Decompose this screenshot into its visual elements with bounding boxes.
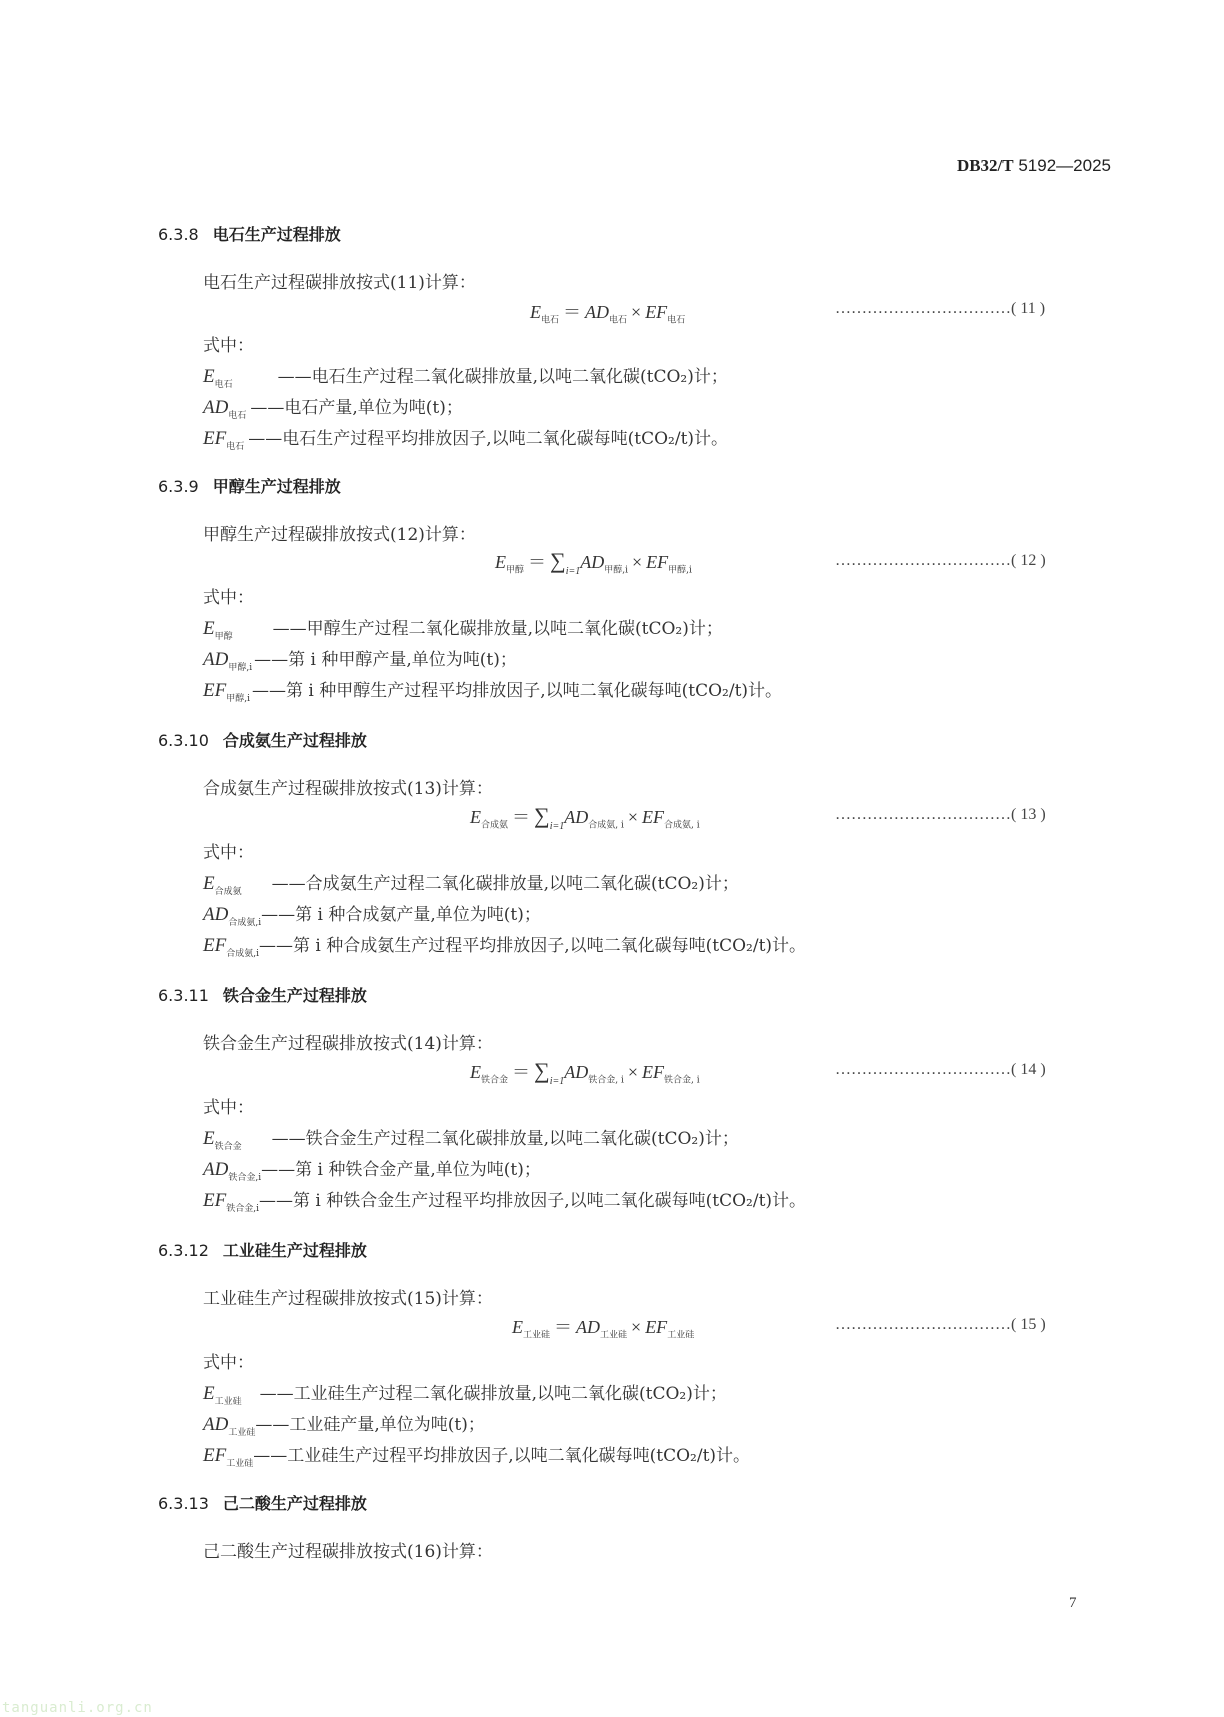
equation-number: ……………………………( 14 ) (835, 1061, 1046, 1078)
formula: $E_{甲醇} = \sum i=1AD_{甲醇,i} \times EF_{甲醇,i}$ (495, 548, 692, 577)
watermark: tanguanli.org.cn (2, 1700, 153, 1716)
formula: $E_{铁合金} = \sum i=1AD_{铁合金, i} \times EF_{铁合金, i}$ (470, 1058, 700, 1087)
section-heading (158, 474, 341, 497)
formula: $E_{合成氨} = \sum i=1AD_{合成氨, i} \times EF_{合成氨, i}$ (470, 803, 700, 832)
section-intro: 铁合金生产过程碳排放按式(14)计算： (203, 1034, 493, 1054)
section-number: 6.3.12 (158, 1241, 209, 1260)
equation-number: ……………………………( 15 ) (835, 1316, 1046, 1333)
section-number: 6.3.13 (158, 1494, 209, 1513)
section-title: 电石生产过程排放 (212, 225, 341, 244)
section-title: 己二酸生产过程排放 (222, 1494, 367, 1513)
where-label: 式中： (203, 843, 254, 863)
standard-code-number: 5192—2025 (1013, 156, 1111, 175)
equation-number: ……………………………( 12 ) (835, 552, 1046, 569)
section-title: 甲醇生产过程排放 (212, 477, 341, 496)
definition-row: $E_{合成氨}$ ——合成氨生产过程二氧化碳排放量,以吨二氧化碳(tCO₂)计； (203, 873, 739, 897)
where-label: 式中： (203, 336, 254, 356)
page-number: 7 (1069, 1595, 1077, 1611)
definition-row: $AD_{甲醇,i}$ ——第 i 种甲醇产量,单位为吨(t)； (203, 649, 517, 673)
section-number: 6.3.11 (158, 986, 209, 1005)
section-intro: 己二酸生产过程碳排放按式(16)计算： (203, 1542, 493, 1562)
standard-code (957, 156, 1111, 176)
definition-row: $E_{工业硅}$ ——工业硅生产过程二氧化碳排放量,以吨二氧化碳(tCO₂)计； (203, 1383, 727, 1407)
section-intro: 电石生产过程碳排放按式(11)计算： (203, 273, 476, 293)
section-number: 6.3.9 (158, 477, 199, 496)
definition-row: $EF_{合成氨,i}——$第 i 种合成氨生产过程平均排放因子,以吨二氧化碳每吨(tCO₂/t)计。 (203, 935, 807, 959)
equation-number: ……………………………( 11 ) (835, 300, 1046, 317)
definition-row: $AD_{工业硅}——$工业硅产量,单位为吨(t)； (203, 1414, 485, 1438)
definition-row: $E_{铁合金}$ ——铁合金生产过程二氧化碳排放量,以吨二氧化碳(tCO₂)计； (203, 1128, 739, 1152)
formula: $E_{工业硅} = AD_{工业硅} \times EF_{工业硅}$ (512, 1317, 695, 1341)
where-label: 式中： (203, 1098, 254, 1118)
section-heading (158, 222, 341, 245)
where-label: 式中： (203, 1353, 254, 1373)
section-heading (158, 728, 367, 751)
definition-row: $EF_{电石}$ ——电石生产过程平均排放因子,以吨二氧化碳每吨(tCO₂/t)计。 (203, 428, 729, 452)
section-title: 合成氨生产过程排放 (222, 731, 367, 750)
definition-row: $AD_{铁合金,i}——$第 i 种铁合金产量,单位为吨(t)； (203, 1159, 541, 1183)
formula: $E_{电石} = AD_{电石} \times EF_{电石}$ (530, 302, 686, 326)
section-heading (158, 1238, 367, 1261)
section-heading (158, 983, 367, 1006)
section-intro: 甲醇生产过程碳排放按式(12)计算： (203, 525, 476, 545)
section-intro: 工业硅生产过程碳排放按式(15)计算： (203, 1289, 493, 1309)
section-number: 6.3.10 (158, 731, 209, 750)
definition-row: $EF_{甲醇,i}$ ——第 i 种甲醇生产过程平均排放因子,以吨二氧化碳每吨(tCO₂/t)计。 (203, 680, 783, 704)
definition-row: $EF_{工业硅}——$工业硅生产过程平均排放因子,以吨二氧化碳每吨(tCO₂/t)计。 (203, 1445, 751, 1469)
definition-row: $EF_{铁合金,i}——$第 i 种铁合金生产过程平均排放因子,以吨二氧化碳每吨(tCO₂/t)计。 (203, 1190, 807, 1214)
equation-number: ……………………………( 13 ) (835, 806, 1046, 823)
section-title: 工业硅生产过程排放 (222, 1241, 367, 1260)
definition-row: $E_{电石}$ ——电石生产过程二氧化碳排放量,以吨二氧化碳(tCO₂)计； (203, 366, 728, 390)
section-title: 铁合金生产过程排放 (222, 986, 367, 1005)
section-intro: 合成氨生产过程碳排放按式(13)计算： (203, 779, 493, 799)
definition-row: $AD_{合成氨,i}——$第 i 种合成氨产量,单位为吨(t)； (203, 904, 541, 928)
standard-code-prefix: DB32/T (956, 156, 1014, 175)
section-heading (158, 1491, 367, 1514)
definition-row: $E_{甲醇}$ ——甲醇生产过程二氧化碳排放量,以吨二氧化碳(tCO₂)计； (203, 618, 723, 642)
definition-row: $AD_{电石}$ ——电石产量,单位为吨(t)； (203, 397, 463, 421)
where-label: 式中： (203, 588, 254, 608)
section-number: 6.3.8 (158, 225, 199, 244)
